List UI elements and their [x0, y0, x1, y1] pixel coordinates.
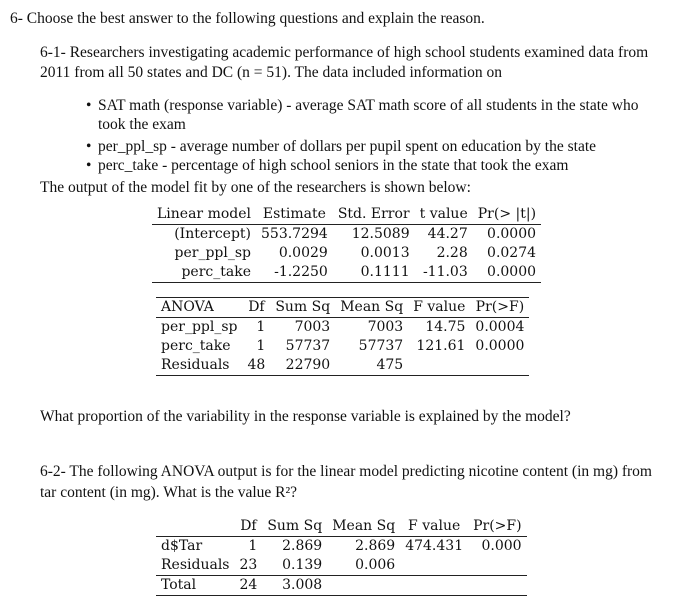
table-cell: Residuals: [161, 357, 230, 373]
table-cell: 0.0000: [487, 226, 537, 242]
column-header: Df: [243, 298, 271, 318]
q61-question: What proportion of the variability in the response variable is explained by the model?: [40, 408, 571, 425]
question-6-heading: 6- Choose the best answer to the following questions and explain the reason.: [10, 10, 485, 27]
column-header: Pr(>F): [470, 298, 529, 318]
table-cell: 1: [248, 538, 258, 554]
bullet-text: SAT math (response variable) - average SAT math score of all students in the state who: [98, 97, 639, 114]
column-header: Sum Sq: [262, 517, 327, 537]
table-cell: 0.0004: [475, 319, 525, 335]
table-cell: d$Tar: [161, 538, 203, 554]
bullet-text-continued: took the exam: [98, 116, 186, 133]
bullet-icon: •: [86, 138, 92, 155]
table-cell: 2.869: [355, 538, 396, 554]
table-row: [152, 225, 541, 245]
table-cell: [400, 556, 468, 576]
column-header: Pr(> |t|): [473, 205, 541, 225]
column-header: F value: [408, 298, 470, 318]
column-header: Sum Sq: [270, 298, 335, 318]
table-header-row: [152, 205, 541, 225]
table-cell: 0.000: [481, 538, 522, 554]
table-cell: 0.1111: [360, 264, 410, 280]
table-cell: 0.0029: [278, 245, 328, 261]
coefficient-table: [152, 205, 541, 283]
q62-intro-line2: tar content (in mg). What is the value R²?: [40, 484, 298, 501]
table-cell: perc_take: [181, 264, 251, 280]
column-header: Estimate: [256, 205, 333, 225]
table-cell: perc_take: [161, 338, 231, 354]
table-row: [156, 318, 529, 338]
table-cell: 1: [256, 338, 266, 354]
column-header: Std. Error: [333, 205, 415, 225]
table-cell: [468, 556, 526, 576]
output-intro: The output of the model fit by one of the researchers is shown below:: [40, 179, 471, 196]
table-cell: per_ppl_sp: [174, 245, 251, 261]
bullet-text: per_ppl_sp - average number of dollars per pupil spent on education by the state: [98, 138, 597, 155]
table-cell: (Intercept): [174, 226, 251, 242]
table-cell: 57737: [285, 338, 331, 354]
table-cell: 44.27: [427, 226, 468, 242]
table-cell: Residuals: [161, 557, 230, 573]
table-cell: [327, 576, 400, 596]
anova-table: [156, 297, 529, 376]
table-cell: 23: [239, 557, 258, 573]
nicotine-anova-table: [156, 517, 527, 596]
column-header: t value: [415, 205, 473, 225]
table-cell: 14.75: [425, 319, 466, 335]
table-cell: 2.28: [436, 245, 468, 261]
table-cell: 57737: [358, 338, 404, 354]
table-header-row: [156, 298, 529, 318]
column-header: [156, 517, 234, 537]
table-cell: 475: [376, 357, 404, 373]
bullet-text: perc_take - percentage of high school seniors in the state that took the exam: [98, 157, 569, 174]
table-row: [156, 337, 529, 356]
bullet-icon: •: [86, 97, 92, 114]
table-cell: 7003: [367, 319, 404, 335]
table-cell: 474.431: [405, 538, 464, 554]
table-cell: 24: [239, 577, 258, 593]
table-cell: 0.0000: [487, 264, 537, 280]
column-header: ANOVA: [156, 298, 243, 318]
q61-intro-line2: 2011 from all 50 states and DC (n = 51). The data included information on: [40, 64, 503, 81]
table-cell: 12.5089: [351, 226, 410, 242]
bullet-item: [86, 157, 568, 175]
column-header: Pr(>F): [468, 517, 526, 537]
table-cell: 7003: [294, 319, 331, 335]
table-cell: 1: [256, 319, 266, 335]
table-cell: 3.008: [282, 577, 323, 593]
q61-intro-line1: 6-1- Researchers investigating academic performance of high school students examined data from: [40, 44, 649, 61]
table-row: [156, 556, 527, 576]
table-cell: 22790: [285, 357, 331, 373]
table-cell: Total: [161, 577, 197, 593]
column-header: F value: [400, 517, 468, 537]
table-row: [152, 263, 541, 283]
table-cell: -11.03: [422, 264, 468, 280]
bullet-item: [86, 138, 596, 156]
table-row: [156, 356, 529, 376]
table-header-row: [156, 517, 527, 537]
table-cell: -1.2250: [274, 264, 328, 280]
table-cell: 0.0013: [360, 245, 410, 261]
column-header: Linear model: [152, 205, 256, 225]
table-cell: [400, 576, 468, 596]
table-cell: 121.61: [416, 338, 466, 354]
table-cell: [470, 356, 529, 376]
table-cell: 0.006: [355, 557, 396, 573]
bullet-item: [86, 97, 639, 115]
bullet-icon: •: [86, 157, 92, 174]
table-cell: 0.139: [282, 557, 323, 573]
table-cell: 553.7294: [261, 226, 328, 242]
table-cell: 48: [247, 357, 266, 373]
table-cell: [468, 576, 526, 596]
table-cell: 0.0274: [487, 245, 537, 261]
table-row: [152, 244, 541, 263]
table-total-row: [156, 576, 527, 596]
table-cell: 0.0000: [475, 338, 525, 354]
table-row: [156, 537, 527, 557]
column-header: Df: [234, 517, 262, 537]
column-header: Mean Sq: [335, 298, 408, 318]
table-cell: [408, 356, 470, 376]
table-cell: per_ppl_sp: [161, 319, 238, 335]
table-cell: 2.869: [282, 538, 323, 554]
q62-intro-line1: 6-2- The following ANOVA output is for the linear model predicting nicotine content (in mg) from: [40, 463, 652, 480]
column-header: Mean Sq: [327, 517, 400, 537]
